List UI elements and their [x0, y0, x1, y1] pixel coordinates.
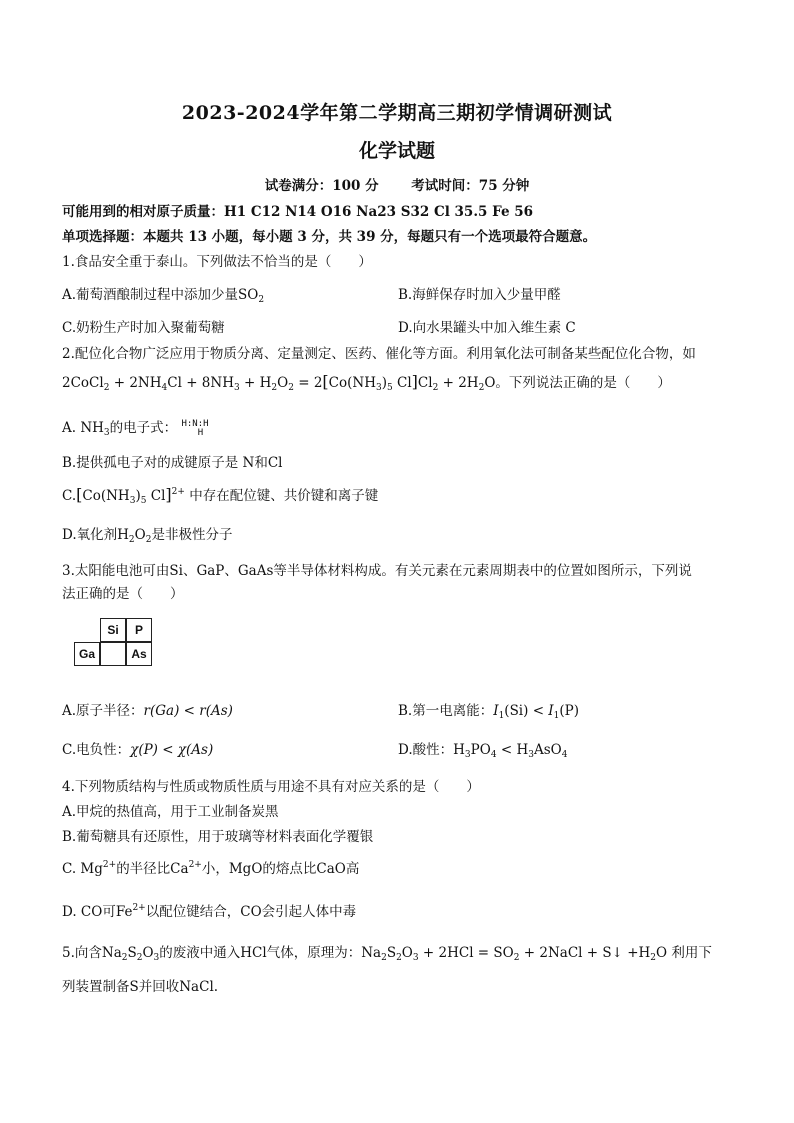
q5-stem-line2: 列装置制备S并回收NaCl. — [62, 979, 219, 995]
q2-option-c: $C.[Co(NH_3)_5$ Cl]$^{2+}$ 中存在配位键、共价键和离子键 — [62, 485, 379, 506]
q3-option-a: A.原子半径：r(Ga) < r(As) — [62, 703, 233, 719]
q2-option-b: B.提供孤电子对的成键原子是 N和Cl — [62, 455, 283, 471]
q4-stem: 4.下列物质结构与性质或物质性质与用途不具有对应关系的是（ ） — [62, 779, 480, 795]
q1-option-d: D.向水果罐头中加入维生素 C — [398, 320, 576, 336]
exam-title: 2023-2024学年第二学期高三期初学情调研测试 — [181, 102, 613, 124]
q3-option-b: B.第一电离能：$I_1(Si) < I_1(P)$ — [398, 703, 579, 721]
q4-option-a: A.甲烷的热值高，用于工业制备炭黑 — [62, 804, 279, 820]
atomic-mass-line: 可能用到的相对原子质量：H1 C12 N14 O16 Na23 S32 Cl 35.5 Fe 56 — [62, 204, 534, 220]
q3-stem-line2: 法正确的是（ ） — [62, 586, 184, 602]
q2-equation: 2CoCl$_2$ + $2NH_4Cl + 8NH_3 + H_2O_2 = 2[Co(NH_3)_5$ $Cl]Cl_2 + 2H_2O$。下列说法正确的是（ ） — [62, 372, 671, 393]
full-score: 试卷满分：100 分 — [264, 178, 379, 194]
q1-option-c: C.奶粉生产时加入聚葡萄糖 — [62, 320, 225, 336]
q4-option-b: B.葡萄糖具有还原性，用于玻璃等材料表面化学覆银 — [62, 829, 374, 845]
cell-p: P — [126, 618, 152, 642]
cell-as: As — [126, 642, 152, 666]
q2-stem: 2.配位化合物广泛应用于物质分离、定量测定、医药、催化等方面。利用氧化法可制备某些配位化合物，如 — [62, 346, 696, 362]
q4-option-c: C. $Mg^{2+}$的半径比$Ca^{2+}$小，MgO的熔点比CaO高 — [62, 860, 360, 877]
q4-option-d: D. CO可$Fe^{2+}$以配位键结合，CO会引起人体中毒 — [62, 903, 357, 920]
q2-option-d: D.氧化剂$H_2O_2$是非极性分子 — [62, 527, 233, 545]
exam-subject: 化学试题 — [358, 140, 435, 162]
q2-option-a: A. $NH_3$的电子式： H:N:H H — [62, 418, 209, 438]
exam-time: 考试时间：75 分钟 — [411, 178, 530, 194]
cell-si: Si — [100, 618, 126, 642]
q1-option-a: A.葡萄酒酿制过程中添加少量$SO_2$ — [62, 287, 265, 305]
q3-stem-line1: 3.太阳能电池可由Si、GaP、GaAs等半导体材料构成。有关元素在元素周期表中的位置如图所示，下列说 — [62, 563, 692, 579]
electron-dot-formula: H:N:H H — [181, 418, 209, 438]
periodic-table-fragment — [74, 618, 156, 670]
q3-option-d: D.酸性：$H_3PO_4 < H_3AsO_4$ — [398, 742, 568, 760]
q3-option-c: C.电负性：χ(P) < χ(As) — [62, 742, 214, 758]
cell-ga: Ga — [74, 642, 100, 666]
q1-stem: 1.食品安全重于泰山。下列做法不恰当的是（ ） — [62, 254, 372, 270]
q5-stem-line1: 5.向含$Na_2S_2O_3$的废液中通入HCl气体，原理为：$Na_2S_2O_3 + 2HCl = SO_2$ + 2NaCl + S↓ $+H_2O$ 利用下 — [62, 945, 712, 963]
section-header: 单项选择题：本题共 13 小题，每小题 3 分，共 39 分，每题只有一个选项最符合题意。 — [62, 229, 597, 245]
q1-option-b: B.海鲜保存时加入少量甲醛 — [398, 287, 561, 303]
cell-empty — [100, 642, 126, 666]
exam-meta — [0, 174, 794, 194]
